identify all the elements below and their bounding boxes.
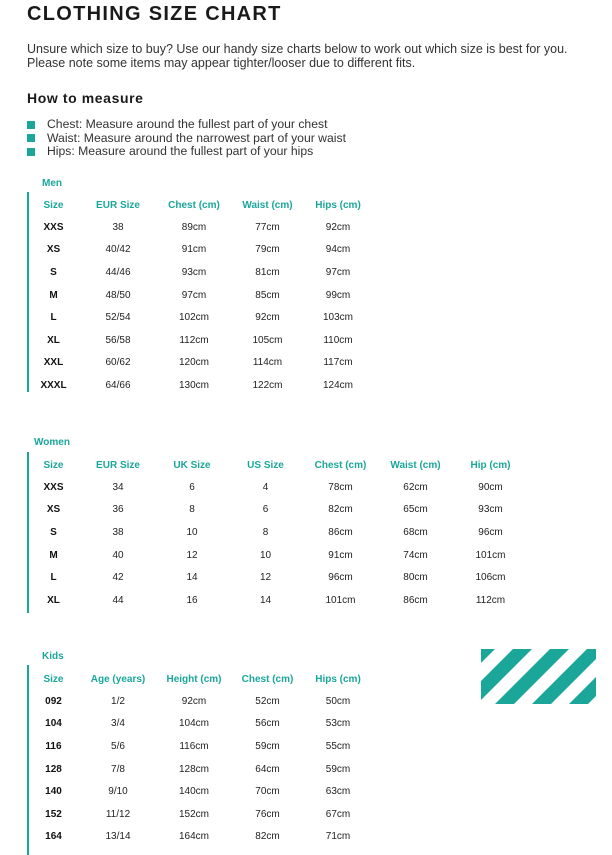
table-cell: 89cm [181,221,207,233]
table-cell: 62cm [403,481,428,493]
table-cell: 14 [259,594,272,606]
table-cell: 128cm [178,763,209,775]
table-cell: 38 [112,221,124,233]
men-section-label: Men [42,178,62,189]
women-header-cell: EUR Size [96,459,140,471]
table-cell: 34 [112,481,124,493]
table-cell: 40 [112,549,124,561]
women-header-cell: US Size [247,459,284,471]
page-title: CLOTHING SIZE CHART [27,3,282,25]
table-cell: 13/14 [105,831,131,843]
measure-item-chest [27,118,346,132]
table-cell: 44/46 [105,266,131,278]
table-cell: 164cm [178,831,209,843]
men-header-cell: EUR Size [96,199,140,211]
table-row [27,499,528,522]
size-cell: L [50,312,57,324]
table-cell: 6 [262,504,269,516]
table-cell: 52/54 [105,312,131,324]
table-cell: 56/58 [105,334,131,346]
women-section-label: Women [34,437,70,448]
table-cell: 11/12 [105,808,131,820]
size-cell: 116 [45,740,62,752]
size-cell: XXXL [40,379,67,391]
diagonal-stripes-graphic [481,649,596,704]
table-cell: 16 [186,594,198,606]
table-row [27,352,373,375]
table-cell: 112cm [475,594,506,606]
table-row [27,476,528,499]
table-row [27,374,373,397]
kids-section-label: Kids [42,651,64,662]
table-cell: 56cm [255,718,280,730]
measure-item-waist [27,132,346,146]
table-row [27,589,528,612]
table-cell: 93cm [181,266,207,278]
men-table-body [27,216,373,397]
table-cell: 152cm [178,808,209,820]
table-cell: 96cm [328,572,353,584]
kids-header-cell: Size [43,673,64,685]
table-cell: 92cm [325,221,351,233]
table-cell: 76cm [255,808,280,820]
size-cell: XS [46,504,61,516]
size-cell: XXS [43,221,64,233]
table-cell: 38 [112,526,124,538]
table-cell: 50cm [325,695,351,707]
table-cell: 96cm [478,526,503,538]
table-cell: 124cm [322,379,353,391]
kids-table-body [27,690,373,848]
size-cell: XL [47,334,60,346]
table-cell: 44 [112,594,124,606]
table-cell: 60/62 [105,357,131,369]
women-header-cell: Chest (cm) [314,459,367,471]
table-cell: 36 [112,504,124,516]
table-cell: 70cm [255,786,280,798]
square-bullet-icon [27,121,35,129]
table-cell: 122cm [252,379,283,391]
table-cell: 117cm [323,357,353,369]
table-cell: 79cm [255,244,280,256]
table-cell: 114cm [252,357,283,369]
table-cell: 8 [262,526,269,538]
table-cell: 112cm [179,334,209,346]
women-table-header [27,458,528,472]
table-cell: 105cm [252,334,283,346]
square-bullet-icon [27,148,35,156]
square-bullet-icon [27,134,35,142]
table-cell: 48/50 [105,289,131,301]
table-row [27,780,373,803]
table-cell: 8 [189,504,195,516]
table-cell: 97cm [325,266,351,278]
table-cell: 130cm [178,379,209,391]
table-cell: 102cm [178,312,209,324]
size-cell: S [50,266,57,278]
table-cell: 120cm [178,357,209,369]
size-cell: M [49,289,58,301]
table-cell: 14 [186,572,198,584]
table-cell: 53cm [325,718,351,730]
table-cell: 101cm [325,594,356,606]
table-cell: 92cm [255,312,280,324]
table-cell: 91cm [328,549,353,561]
table-cell: 5/6 [111,740,125,752]
size-cell: L [50,572,57,584]
table-cell: 101cm [475,549,506,561]
table-cell: 10 [186,526,198,538]
table-cell: 99cm [325,289,351,301]
table-cell: 103cm [322,312,353,324]
table-row [27,544,528,567]
men-header-cell: Hips (cm) [315,199,361,211]
table-cell: 74cm [403,549,428,561]
women-header-cell: Hip (cm) [470,459,511,471]
size-cell: S [50,526,57,538]
table-row [27,735,373,758]
table-cell: 10 [259,549,272,561]
table-row [27,690,373,713]
table-cell: 6 [189,481,195,493]
table-cell: 80cm [403,572,428,584]
size-cell: M [49,549,58,561]
intro-text: Unsure which size to buy? Use our handy size charts below to work out which size is best for you. Please note some items may appear tighter/looser due to different fits. [27,42,568,70]
table-row [27,306,373,329]
table-cell: 71cm [325,831,351,843]
size-cell: 092 [45,695,62,707]
size-cell: 104 [45,718,62,730]
table-cell: 82cm [328,504,353,516]
table-cell: 110cm [323,334,353,346]
table-cell: 1/2 [111,695,125,707]
table-cell: 94cm [325,244,351,256]
kids-table-header [27,672,373,686]
women-table-body [27,476,528,612]
table-row [27,803,373,826]
table-cell: 65cm [403,504,428,516]
size-cell: XXS [43,481,64,493]
table-row [27,284,373,307]
size-cell: 164 [45,831,62,843]
table-cell: 52cm [255,695,280,707]
how-to-measure-heading: How to measure [27,90,144,106]
size-cell: 128 [45,763,62,775]
table-row [27,261,373,284]
table-cell: 82cm [255,831,280,843]
table-cell: 85cm [255,289,280,301]
table-cell: 78cm [328,481,353,493]
table-cell: 68cm [403,526,428,538]
size-cell: 152 [45,808,62,820]
size-cell: XXL [43,357,64,369]
table-row [27,713,373,736]
kids-header-cell: Age (years) [90,673,146,685]
measure-item-label: Waist: Measure around the narrowest part of your waist [47,130,346,145]
men-table-header [27,198,373,212]
men-header-cell: Chest (cm) [168,199,220,211]
table-cell: 55cm [325,740,351,752]
table-row [27,239,373,262]
women-header-cell: Size [43,459,64,471]
women-header-cell: UK Size [173,459,211,471]
table-cell: 63cm [325,786,351,798]
table-cell: 93cm [478,504,503,516]
kids-header-cell: Hips (cm) [315,673,361,685]
men-header-cell: Waist (cm) [242,199,293,211]
table-row [27,216,373,239]
table-row [27,758,373,781]
table-cell: 64cm [255,763,280,775]
women-header-cell: Waist (cm) [390,459,441,471]
table-cell: 91cm [181,244,207,256]
table-cell: 12 [259,572,272,584]
size-cell: XL [47,594,60,606]
kids-header-cell: Height (cm) [166,673,222,685]
table-cell: 7/8 [111,763,125,775]
table-cell: 42 [112,572,124,584]
table-cell: 97cm [181,289,207,301]
table-cell: 106cm [475,572,506,584]
table-cell: 86cm [403,594,428,606]
size-cell: XS [46,244,61,256]
table-cell: 3/4 [111,718,125,730]
table-row [27,566,528,589]
measure-item-label: Hips: Measure around the fullest part of your hips [47,144,314,159]
measure-item-hips [27,145,346,159]
table-cell: 67cm [325,808,351,820]
table-cell: 59cm [325,763,351,775]
table-cell: 64/66 [105,379,131,391]
size-cell: 140 [45,786,62,798]
measure-item-label: Chest: Measure around the fullest part of your chest [47,117,328,131]
table-cell: 59cm [255,740,280,752]
kids-header-cell: Chest (cm) [241,673,294,685]
table-cell: 116cm [179,740,209,752]
table-row [27,329,373,352]
table-cell: 77cm [255,221,280,233]
table-row [27,826,373,849]
table-cell: 12 [186,549,198,561]
table-cell: 90cm [478,481,503,493]
table-cell: 104cm [178,718,209,730]
table-row [27,521,528,544]
table-cell: 9/10 [108,786,128,798]
table-cell: 86cm [328,526,353,538]
measure-list [27,118,346,159]
men-header-cell: Size [43,199,64,211]
table-cell: 40/42 [105,244,131,256]
table-cell: 140cm [178,786,209,798]
table-cell: 92cm [181,695,207,707]
table-cell: 4 [262,481,269,493]
table-cell: 81cm [255,266,280,278]
